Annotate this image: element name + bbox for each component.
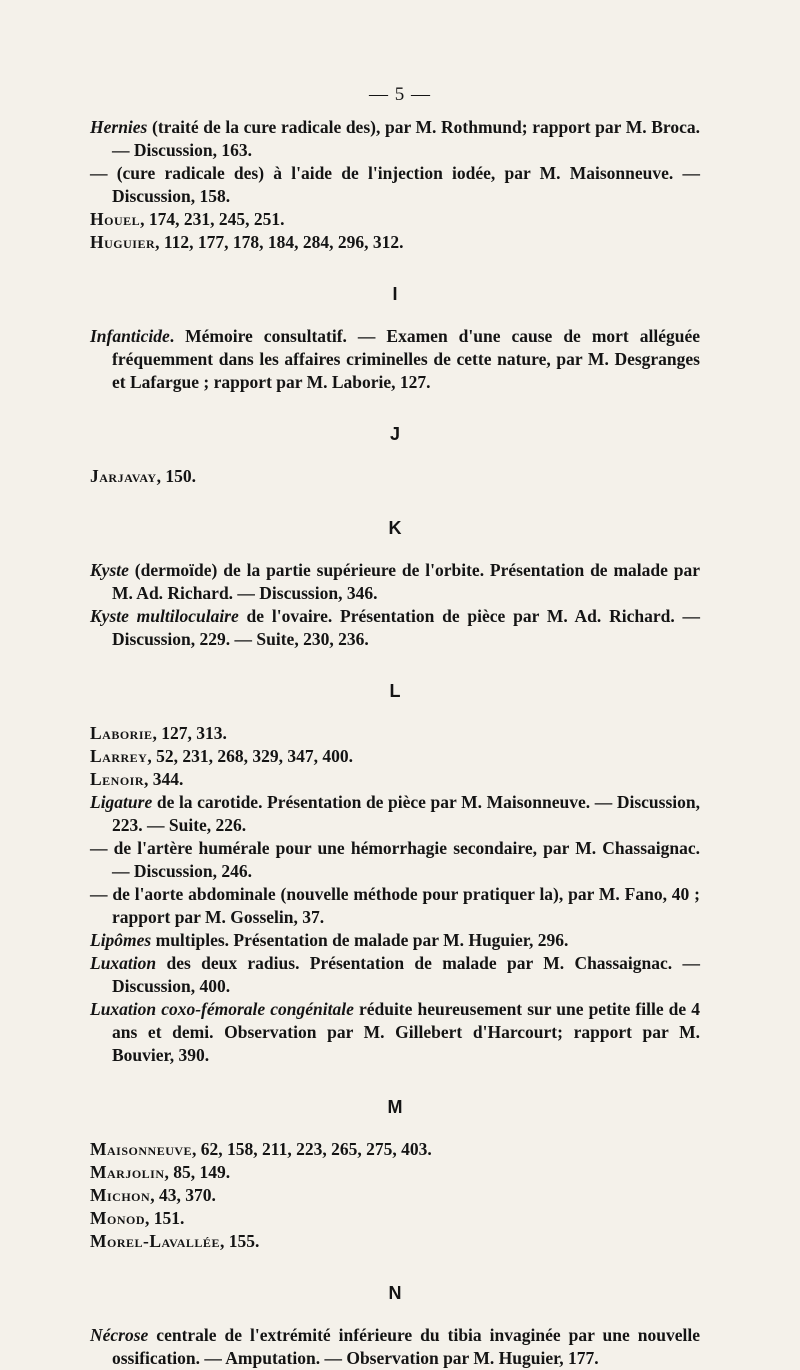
entry-term: Kyste multiloculaire bbox=[90, 606, 239, 626]
entry-text: de la carotide. Présentation de pièce par M. Maisonneuve. — Discussion, 223. — Suite, 226. bbox=[112, 792, 700, 835]
entry-term: Infanticide bbox=[90, 326, 170, 346]
entry-text: , 43, 370. bbox=[150, 1185, 216, 1205]
entry-text: , 155. bbox=[219, 1231, 260, 1251]
entry-text: , 174, 231, 245, 251. bbox=[140, 209, 285, 229]
index-entry bbox=[90, 116, 700, 162]
entry-term: Monod bbox=[90, 1208, 146, 1228]
entry-term: Kyste bbox=[90, 560, 129, 580]
entry-term: Lipômes bbox=[90, 930, 152, 950]
index-entry bbox=[90, 1207, 700, 1230]
index-entry bbox=[90, 929, 700, 952]
entry-text: des deux radius. Présentation de malade par M. Chassaignac. — Discussion, 400. bbox=[112, 953, 700, 996]
index-entry bbox=[90, 208, 700, 231]
index-entry bbox=[90, 837, 700, 883]
entry-text: , 151. bbox=[145, 1208, 185, 1228]
entry-term: Morel-Lavallée bbox=[90, 1231, 220, 1251]
entry-text: — (cure radicale des) à l'aide de l'injection iodée, par M. Maisonneuve. — Discussion, 158. bbox=[90, 163, 700, 206]
index-entry bbox=[90, 998, 700, 1067]
entry-text: , 52, 231, 268, 329, 347, 400. bbox=[147, 746, 353, 766]
entry-term: Luxation coxo-fémorale congénitale bbox=[90, 999, 354, 1019]
index-entry bbox=[90, 465, 700, 488]
entry-term: Luxation bbox=[90, 953, 157, 973]
entry-term: Larrey bbox=[90, 746, 148, 766]
entry-text: . Mémoire consultatif. — Examen d'une cause de mort alléguée fréquemment dans les affaires criminelles de cette nature, par M. Desgranges et Lafargue ; rapport par M. Laborie, 127. bbox=[112, 326, 700, 392]
entry-text: réduite heureusement sur une petite fille de 4 ans et demi. Observation par M. Gillebert d'Harcourt; rapport par M. Bouvier, 390. bbox=[112, 999, 700, 1065]
entry-term: Nécrose bbox=[90, 1325, 149, 1345]
entry-text: , 85, 149. bbox=[164, 1162, 231, 1182]
entry-term: Michon bbox=[90, 1185, 151, 1205]
entry-text: , 150. bbox=[156, 466, 196, 486]
entry-term: Houel bbox=[90, 209, 141, 229]
entry-text: multiples. Présentation de malade par M. Huguier, 296. bbox=[151, 930, 569, 950]
entry-term: Lenoir bbox=[90, 769, 145, 789]
index-entry bbox=[90, 768, 700, 791]
index-entry bbox=[90, 1230, 700, 1253]
entry-text: — de l'artère humérale pour une hémorrhagie secondaire, par M. Chassaignac. — Discussion, 246. bbox=[90, 838, 700, 881]
entry-text: (dermoïde) de la partie supérieure de l'orbite. Présentation de malade par M. Ad. Richard. — Discussion, 346. bbox=[112, 560, 700, 603]
index-entry bbox=[90, 722, 700, 745]
section-letter-l: L bbox=[389, 681, 401, 701]
index-entry bbox=[90, 952, 700, 998]
index-entry bbox=[90, 791, 700, 837]
entry-term: Marjolin bbox=[90, 1162, 165, 1182]
index-entry bbox=[90, 231, 700, 254]
entry-term: Laborie bbox=[90, 723, 153, 743]
section-letter-i: I bbox=[392, 284, 398, 304]
entry-term: Hernies bbox=[90, 117, 148, 137]
index-entry bbox=[90, 1324, 700, 1370]
entry-text: de l'ovaire. Présentation de pièce par M. Ad. Richard. — Discussion, 229. — Suite, 230, 236. bbox=[112, 606, 700, 649]
entry-text: (traité de la cure radicale des), par M. Rothmund; rapport par M. Broca. — Discussion, 163. bbox=[112, 117, 700, 160]
entry-term: Ligature bbox=[90, 792, 153, 812]
entry-text: , 344. bbox=[144, 769, 184, 789]
entry-term: Maisonneuve bbox=[90, 1139, 193, 1159]
index-entry bbox=[90, 162, 700, 208]
index-entry bbox=[90, 745, 700, 768]
entry-text: centrale de l'extrémité inférieure du tibia invaginée par une nouvelle ossification. — Amputation. — Observation par M. Huguier, 177. bbox=[112, 1325, 700, 1368]
index-column bbox=[90, 116, 700, 1370]
index-entry bbox=[90, 559, 700, 605]
index-entry bbox=[90, 1138, 700, 1161]
entry-text: , 112, 177, 178, 184, 284, 296, 312. bbox=[155, 232, 404, 252]
index-entry bbox=[90, 1161, 700, 1184]
section-letter-m: M bbox=[387, 1097, 403, 1117]
index-entry bbox=[90, 605, 700, 651]
section-letter-k: K bbox=[388, 518, 402, 538]
entry-term: Jarjavay bbox=[90, 466, 157, 486]
index-entry bbox=[90, 883, 700, 929]
entry-text: , 62, 158, 211, 223, 265, 275, 403. bbox=[192, 1139, 432, 1159]
index-entry bbox=[90, 325, 700, 394]
entry-text: — de l'aorte abdominale (nouvelle méthode pour pratiquer la), par M. Fano, 40 ; rapport par M. Gosselin, 37. bbox=[90, 884, 700, 927]
entry-text: , 127, 313. bbox=[152, 723, 227, 743]
section-letter-n: N bbox=[388, 1283, 402, 1303]
index-entry bbox=[90, 1184, 700, 1207]
entry-term: Huguier bbox=[90, 232, 156, 252]
section-letter-j: J bbox=[389, 424, 400, 444]
page-number: — 5 — bbox=[369, 84, 431, 105]
